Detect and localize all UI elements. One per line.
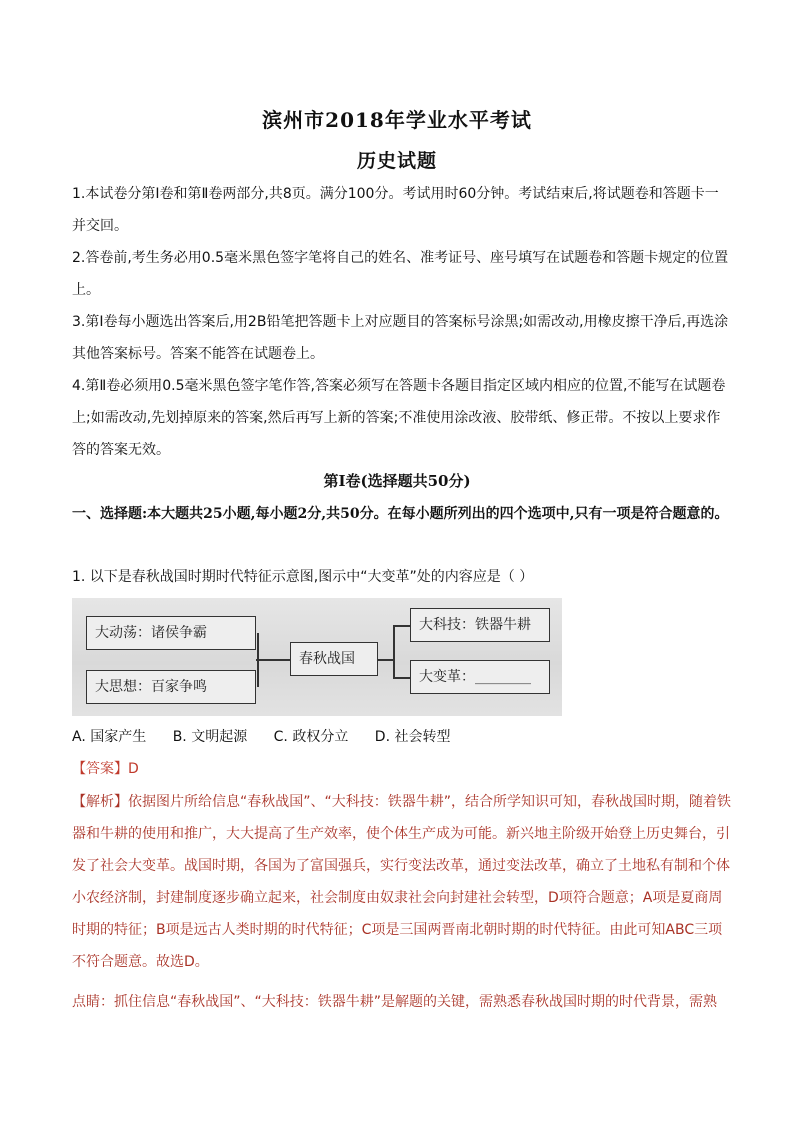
question-1-options [72, 724, 472, 750]
instruction-2: 2.答卷前,考生务必用0.5毫米黑色签字笔将自己的姓名、准考证号、座号填写在试题卷和答题卡规定的位置上。 [72, 250, 729, 298]
instruction-4: 4.第Ⅱ卷必须用0.5毫米黑色签字笔作答,答案必须写在答题卡各题目指定区域内相应的位置,不能写在试题卷上;如需改动,先划掉原来的答案,然后再写上新的答案;不准使用涂改液、胶带纸、修正带。不按以上要求作答的答案无效。 [72, 378, 726, 458]
diagram-connector [393, 625, 411, 627]
instruction-1: 1.本试卷分第Ⅰ卷和第Ⅱ卷两部分,共8页。满分100分。考试用时60分钟。考试结束后,将试题卷和答题卡一并交回。 [72, 186, 719, 234]
option-b: B. 文明起源 [172, 729, 248, 745]
question-1-answer: 【答案】D [72, 761, 139, 777]
section-heading: 第Ⅰ卷(选择题共50分) [323, 472, 471, 490]
question-1-hint: 点睛：抓住信息“春秋战国”、“大科技：铁器牛耕”是解题的关键，需熟悉春秋战国时期的时代背景，需熟 [72, 994, 718, 1010]
diagram-box-thought: 大思想：百家争鸣 [86, 670, 256, 704]
diagram-connector [378, 659, 394, 661]
option-d: D. 社会转型 [374, 729, 451, 745]
instruction-3: 3.第Ⅰ卷每小题选出答案后,用2B铅笔把答题卡上对应题目的答案标号涂黑;如需改动,用橡皮擦干净后,再选涂其他答案标号。答案不能答在试题卷上。 [72, 314, 729, 362]
diagram-connector [393, 625, 395, 679]
option-a: A. 国家产生 [72, 729, 147, 745]
diagram-box-reform: 大变革：________ [410, 660, 550, 694]
option-c: C. 政权分立 [273, 729, 349, 745]
exam-subtitle: 历史试题 [356, 150, 437, 172]
diagram-connector [256, 659, 291, 661]
diagram-box-tech: 大科技：铁器牛耕 [410, 608, 550, 642]
question-1-stem: 1. 以下是春秋战国时期时代特征示意图,图示中“大变革”处的内容应是（ ） [72, 569, 534, 585]
era-diagram [72, 598, 562, 716]
diagram-box-upheaval: 大动荡：诸侯争霸 [86, 616, 256, 650]
diagram-connector [393, 677, 411, 679]
exam-title: 滨州市2018年学业水平考试 [262, 108, 532, 132]
section-instruction: 一、选择题:本大题共25小题,每小题2分,共50分。在每小题所列出的四个选项中,只有一项是符合题意的。 [72, 506, 729, 522]
diagram-box-center: 春秋战国 [290, 642, 378, 676]
question-1-analysis: 【解析】依据图片所给信息“春秋战国”、“大科技：铁器牛耕”，结合所学知识可知，春秋战国时期，随着铁器和牛耕的使用和推广，大大提高了生产效率，使个体生产成为可能。新兴地主阶级开始登上历史舞台，引发了社会大变革。战国时期，各国为了富国强兵，实行变法改革，通过变法改革，确立了土地私有制和个体小农经济制，封建制度逐步确立起来，社会制度由奴隶社会向封建社会转型，D项符合题意；A项是夏商周时期的特征；B项是远古人类时期的时代特征；C项是三国两晋南北朝时期的时代特征。由此可知ABC三项不符合题意。故选D。 [72, 794, 732, 970]
